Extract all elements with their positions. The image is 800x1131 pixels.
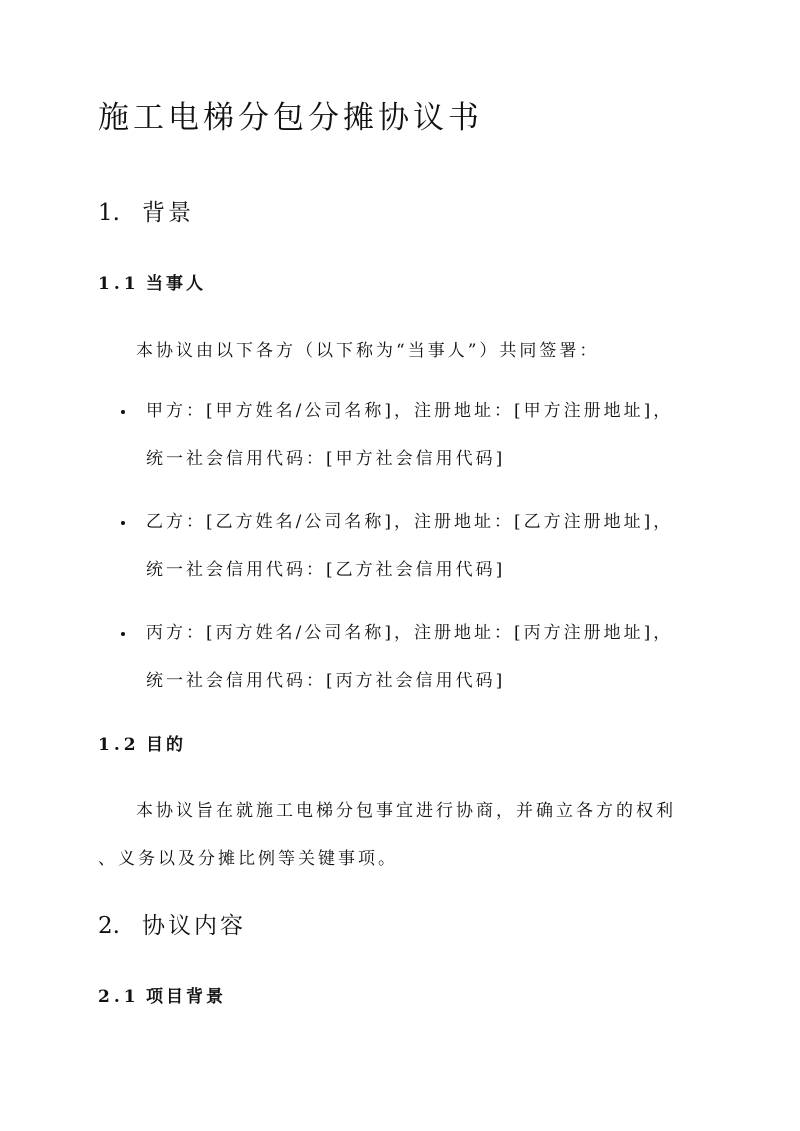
subsection-2-1-title: 项目背景 (146, 987, 226, 1007)
section-2-heading (98, 910, 246, 942)
section-2-number: 2. (98, 913, 120, 939)
bullet-icon (121, 632, 125, 636)
section-1-title: 背景 (142, 200, 194, 226)
section-2-title: 协议内容 (142, 913, 246, 939)
party-a-line-1: 甲方：[甲方姓名/公司名称]，注册地址：[甲方注册地址]， (146, 401, 674, 421)
parties-intro: 本协议由以下各方（以下称为“当事人”）共同签署： (136, 341, 600, 361)
party-c-line-1: 丙方：[丙方姓名/公司名称]，注册地址：[丙方注册地址]， (146, 623, 674, 643)
party-c-line-2: 统一社会信用代码：[丙方社会信用代码] (146, 671, 506, 691)
bullet-icon (121, 410, 125, 414)
subsection-2-1-heading (98, 984, 226, 1010)
party-b-line-2: 统一社会信用代码：[乙方社会信用代码] (146, 560, 506, 580)
bullet-icon (121, 521, 125, 525)
party-b-line-1: 乙方：[乙方姓名/公司名称]，注册地址：[乙方注册地址]， (146, 512, 674, 532)
subsection-1-1-number: 1.1 (98, 274, 140, 294)
subsection-1-2-title: 目的 (146, 735, 186, 755)
subsection-1-2-number: 1.2 (98, 735, 140, 755)
section-1-number: 1. (98, 200, 120, 226)
subsection-1-1-title: 当事人 (146, 274, 206, 294)
subsection-2-1-number: 2.1 (98, 987, 140, 1007)
document-title: 施工电梯分包分摊协议书 (98, 100, 483, 136)
section-1-heading (98, 197, 194, 229)
purpose-line-1: 本协议旨在就施工电梯分包事宜进行协商，并确立各方的权利 (136, 801, 676, 821)
party-a-line-2: 统一社会信用代码：[甲方社会信用代码] (146, 449, 506, 469)
purpose-line-2: 、义务以及分摊比例等关键事项。 (98, 849, 398, 869)
subsection-1-2-heading (98, 732, 186, 758)
subsection-1-1-heading (98, 271, 206, 297)
